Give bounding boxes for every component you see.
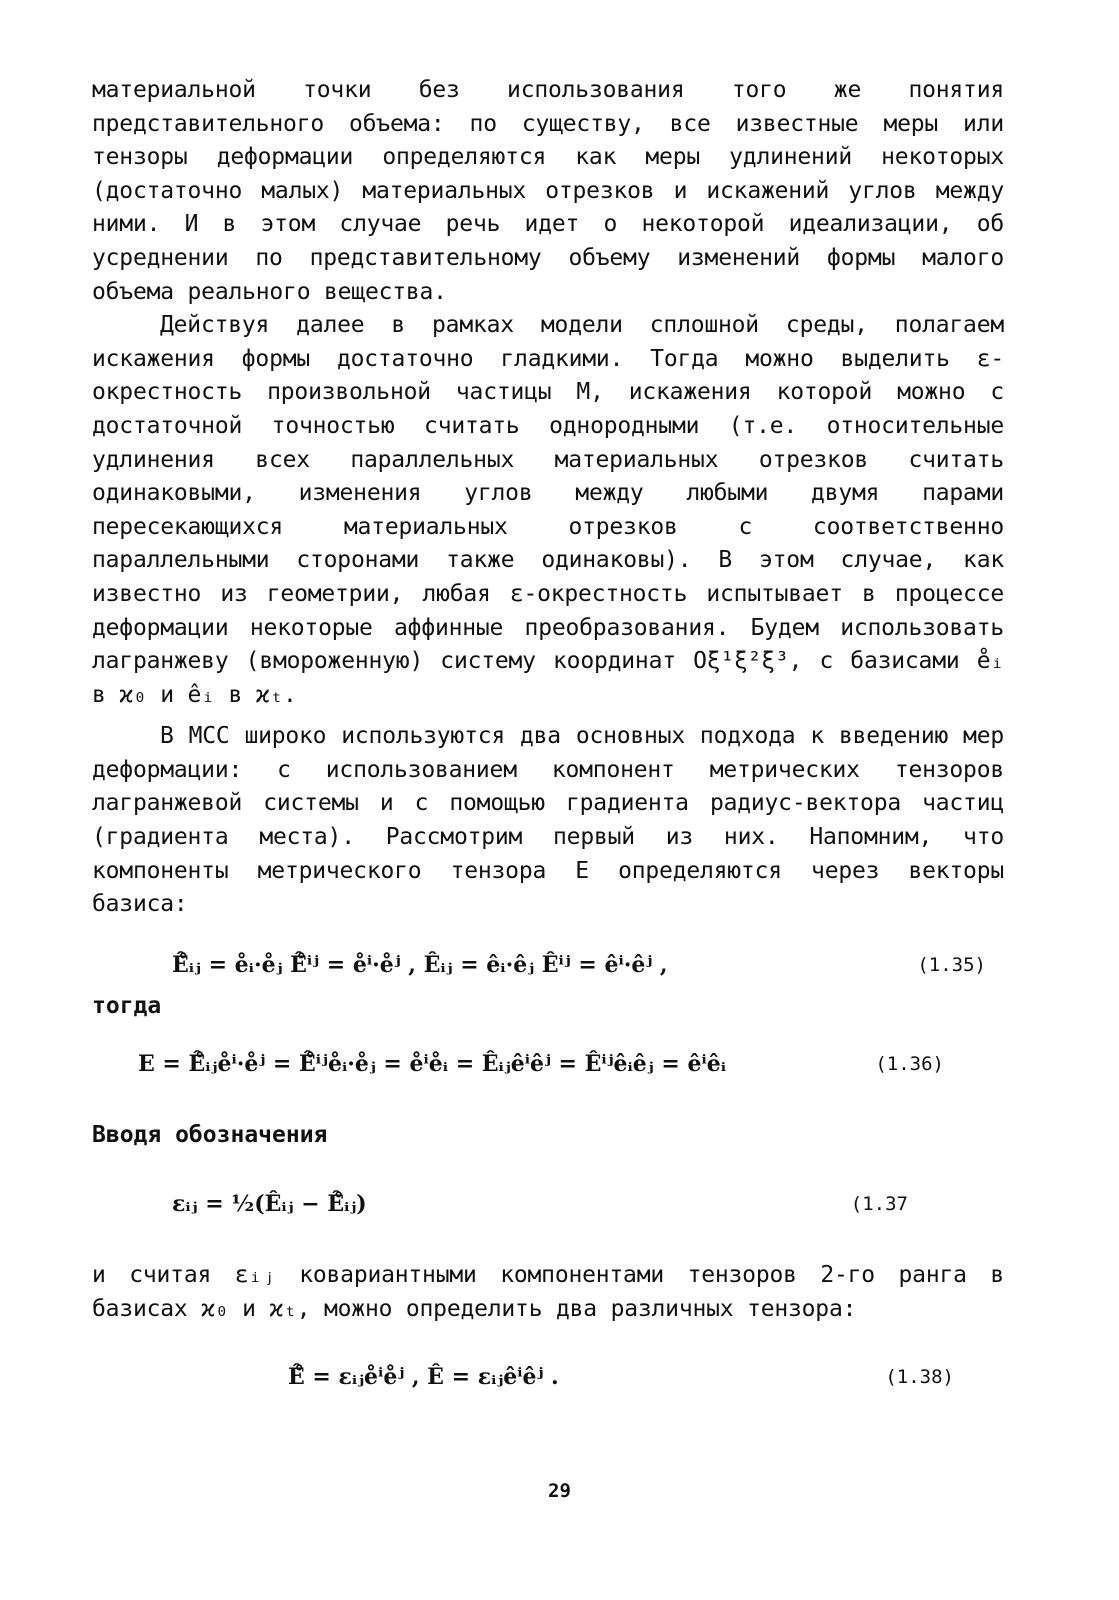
equation-1-35-number: (1.35) (917, 953, 986, 976)
page-number: 29 (548, 1480, 571, 1502)
paragraph-2: Действуя далее в рамках модели сплошной среды, полагаем искажения формы достаточно гладкими. Тогда можно выделить ε-окрестность произвольной частицы M, искажения которой можно с достаточной точностью считать однородными (т.е. относительные удлинения всех параллельных материальных отрезков считать одинаковыми, изменения углов между любыми двумя парами пересекающихся материальных отрезков с соответственно параллельными сторонами также одинаковы). В этом случае, как известно из геометрии, любая ε-окрестность испытывает в процессе деформации некоторые аффинные преобразования. Будем использовать лагранжеву (вмороженную) систему координат Oξ¹ξ²ξ³, с базисами e̊ᵢ в ϰ₀ и êᵢ в ϰₜ. (92, 312, 1004, 708)
equation-1-35 (92, 944, 1004, 990)
page-content (92, 74, 1004, 1402)
equation-1-38-number: (1.38) (885, 1366, 954, 1389)
paragraph-3: В МСС широко используются два основных подхода к введению мер деформации: с использованием компонент метрических тензоров лагранжевой системы и с помощью градиента радиус-вектора частиц (градиента места). Рассмотрим первый из них. Напомним, что компоненты метрического тензора E определяются через векторы базиса: (92, 723, 1004, 918)
equation-1-37 (92, 1183, 1004, 1229)
paragraph-4: и считая εᵢⱼ ковариантными компонентами тензоров 2-го ранга в базисах ϰ₀ и ϰₜ, можно определить два различных тензора: (92, 1262, 1004, 1322)
equation-1-35-formula: Ê̊ᵢⱼ = e̊ᵢ·e̊ⱼ Ê̊ⁱʲ = e̊ⁱ·e̊ʲ , Êᵢⱼ = êᵢ·êⱼ Êⁱʲ = êⁱ·êʲ , (172, 951, 668, 978)
equation-1-37-formula: εᵢⱼ = ½(Êᵢⱼ − Ê̊ᵢⱼ) (172, 1191, 367, 1218)
equation-1-36 (92, 1043, 1004, 1089)
equation-1-36-number: (1.36) (875, 1053, 944, 1076)
equation-1-37-number: (1.37 (850, 1193, 908, 1216)
paragraph-1: материальной точки без использования того же понятия представительного объема: по существу, все известные меры или тензоры деформации определяются как меры удлинений некоторых (достаточно малых) материальных отрезков и искажений углов между ними. И в этом случае речь идет о некоторой идеализации, об усреднении по представительному объему изменений формы малого объема реального вещества. (92, 77, 1004, 305)
heading-vvodya: Вводя обозначения (92, 1122, 328, 1149)
equation-1-38-formula: Ê̊ = εᵢⱼe̊ⁱe̊ʲ , Ê = εᵢⱼêⁱêʲ . (288, 1364, 559, 1391)
equation-1-36-formula: E = Ê̊ᵢⱼe̊ⁱ·e̊ʲ = Ê̊ⁱʲe̊ᵢ·e̊ⱼ = e̊ⁱe̊ᵢ = Êᵢⱼêⁱêʲ = Êⁱʲêᵢêⱼ = êⁱêᵢ (138, 1051, 726, 1078)
word-togda: тогда (92, 992, 162, 1019)
equation-1-38 (92, 1356, 1004, 1402)
